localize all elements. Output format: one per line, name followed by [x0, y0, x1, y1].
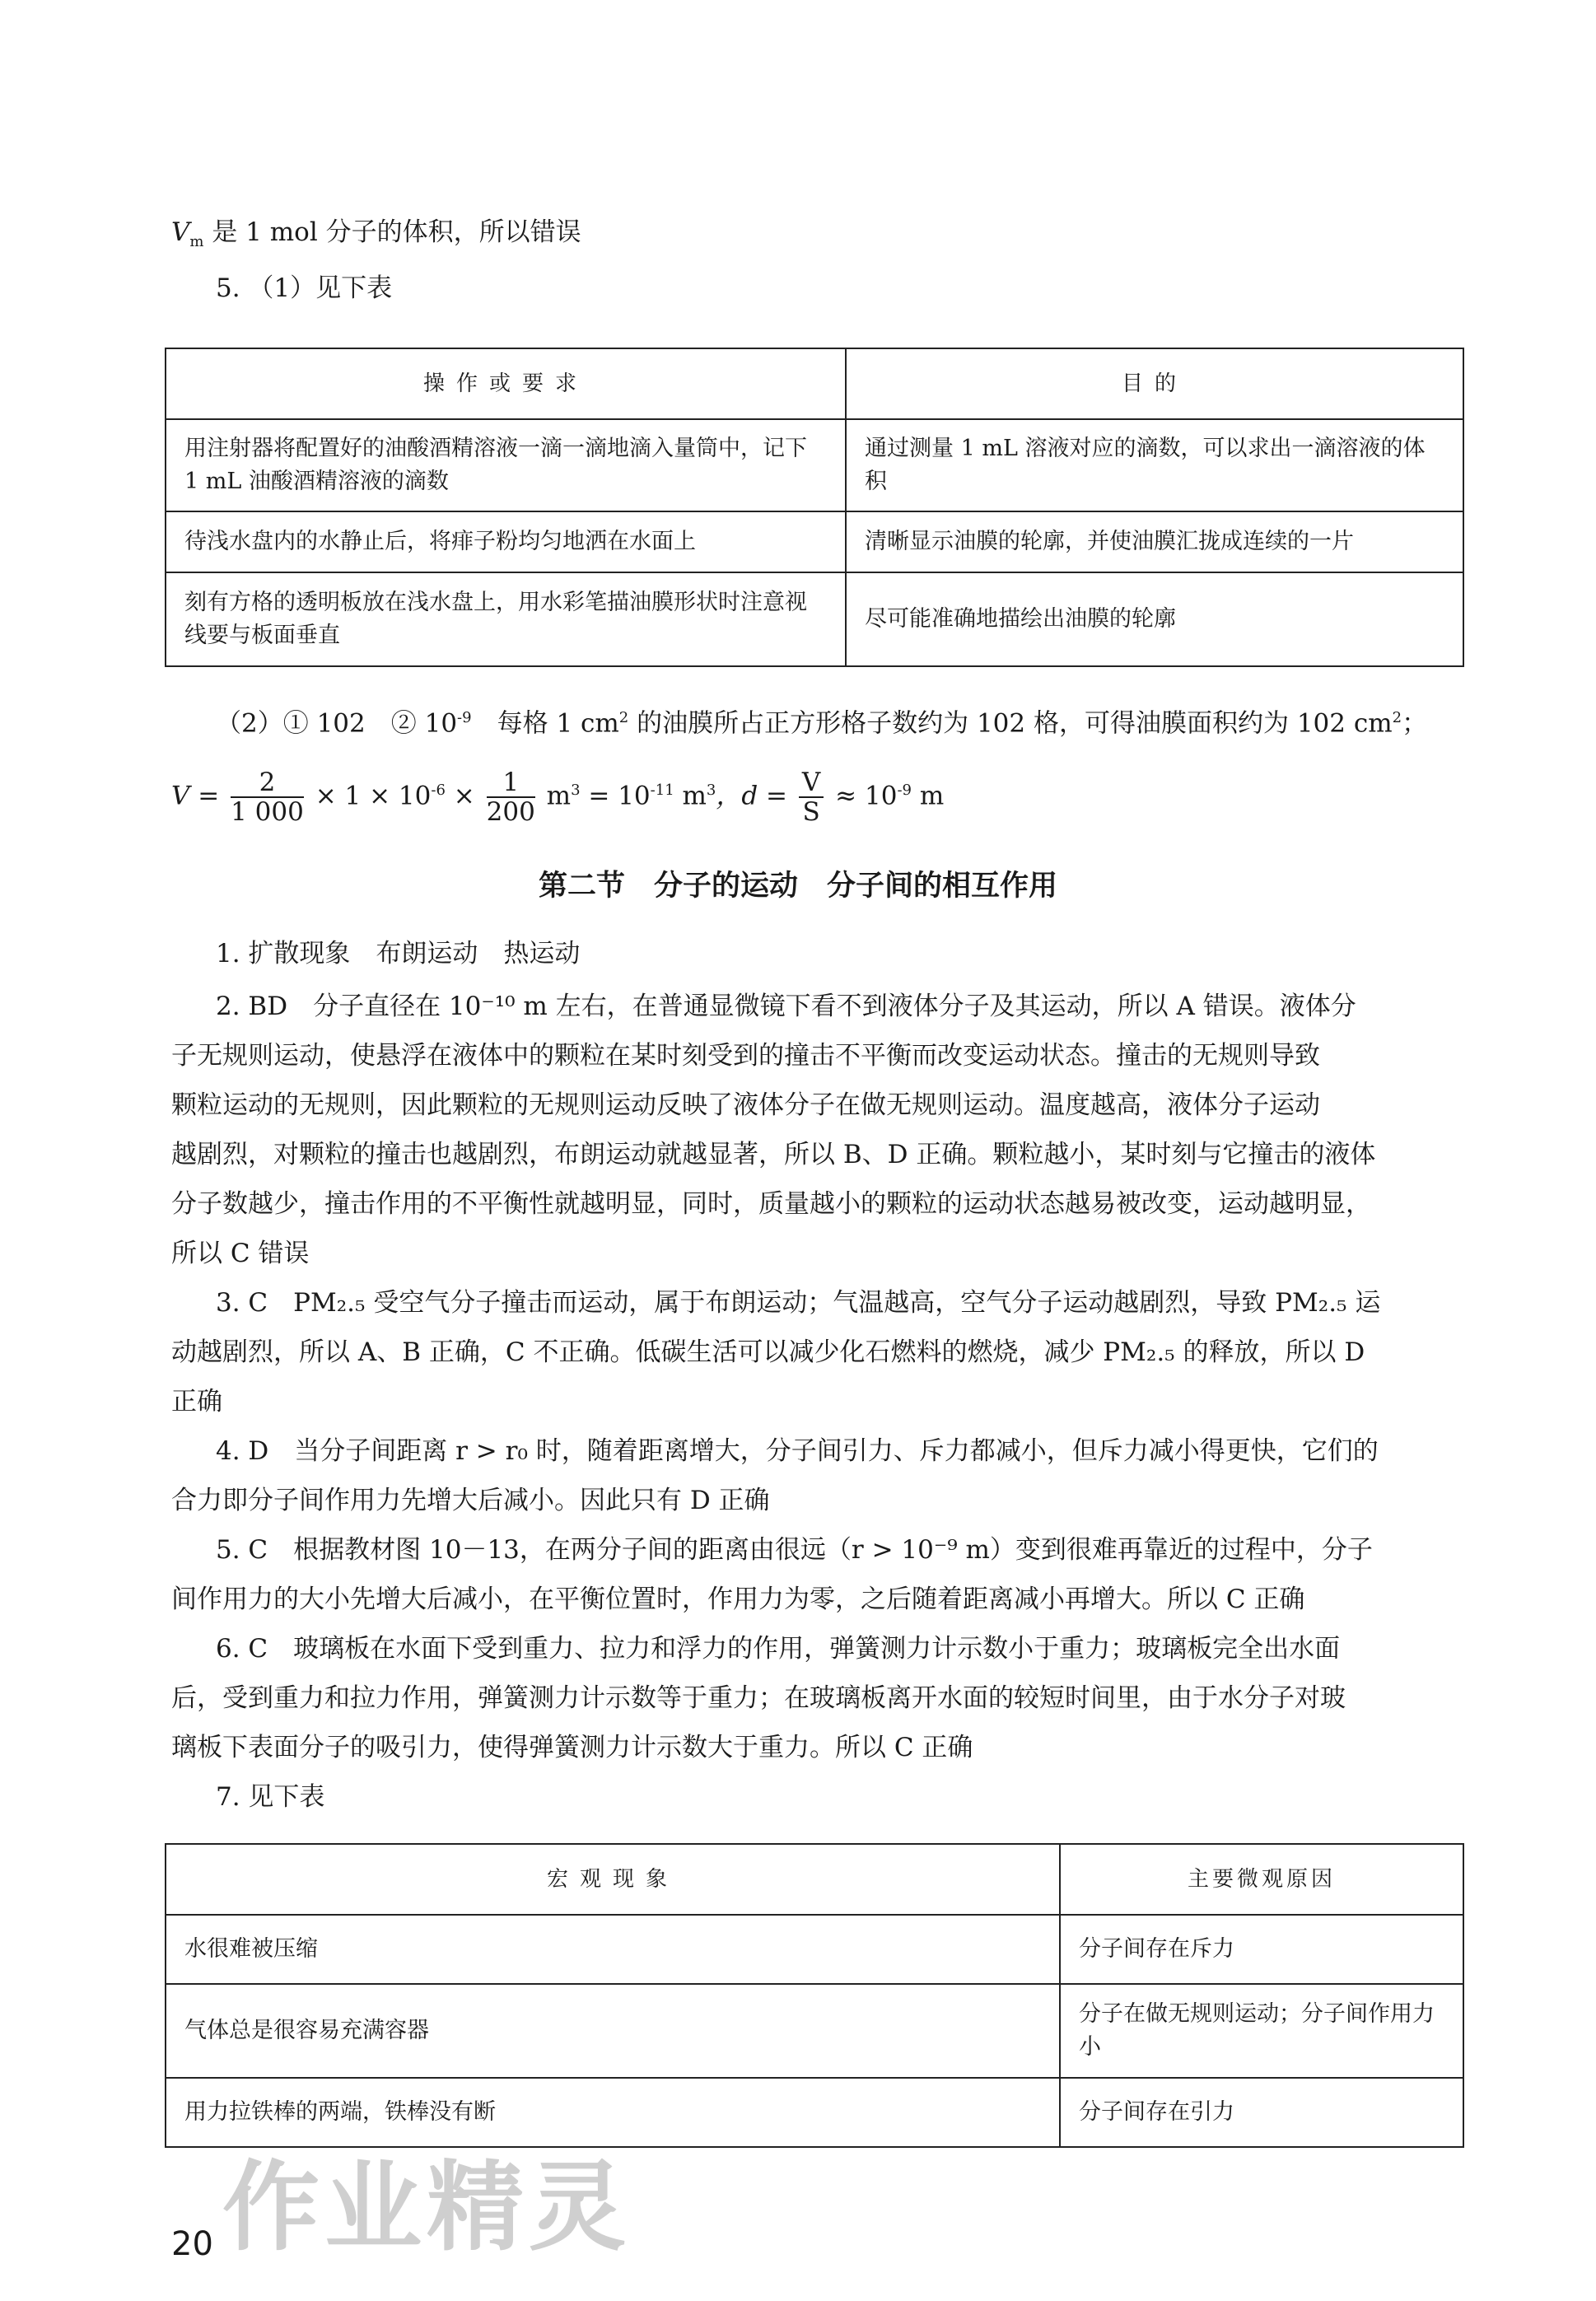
table2-cell: 用力拉铁棒的两端，铁棒没有断	[166, 2078, 1060, 2147]
fraction: $\frac{1}{200}$	[486, 767, 535, 827]
fraction: $\frac{V}{S}$	[799, 768, 824, 826]
answer-line: 合力即分子间作用力先增大后减小。因此只有 D 正确	[171, 1486, 770, 1515]
answer-line: 分子数越少，撞击作用的不平衡性就越明显，同时，质量越小的颗粒的运动状态越易被改变，运动越明显，	[171, 1189, 1371, 1219]
answer-line: 颗粒运动的无规则，因此颗粒的无规则运动反映了液体分子在做无规则运动。温度越高，液体分子运动	[171, 1090, 1320, 1120]
watermark: 作业精灵	[222, 2150, 632, 2264]
answer-line: 3. C PM₂.₅ 受空气分子撞击而运动，属于布朗运动；气温越高，空气分子运动越剧烈，导致 PM₂.₅ 运	[216, 1288, 1381, 1318]
table-row	[166, 419, 1463, 511]
table1-cell: 清晰显示油膜的轮廓，并使油膜汇拢成连续的一片	[846, 511, 1463, 572]
answer-line: 5. C 根据教材图 10－13，在两分子间的距离由很远（r > 10⁻⁹ m）变到很难再靠近的过程中，分子	[216, 1535, 1373, 1565]
answer-line: 璃板下表面分子的吸引力，使得弹簧测力计示数大于重力。所以 C 正确	[171, 1733, 973, 1762]
table-operations-purpose	[165, 348, 1464, 667]
answer-line: 越剧烈，对颗粒的撞击也越剧烈，布朗运动就越显著，所以 B、D 正确。颗粒越小，某时刻与它撞击的液体	[171, 1140, 1376, 1169]
table-row	[166, 1915, 1463, 1984]
table1-cell: 尽可能准确地描绘出油膜的轮廓	[846, 572, 1463, 666]
table2-cell: 分子在做无规则运动；分子间作用力小	[1060, 1984, 1463, 2078]
table1-header-purpose: 目的	[846, 348, 1463, 419]
answer-line: 动越剧烈，所以 A、B 正确，C 不正确。低碳生活可以减少化石燃料的燃烧，减少 PM₂.₅ 的释放，所以 D	[171, 1337, 1365, 1367]
answer-line: 子无规则运动，使悬浮在液体中的颗粒在某时刻受到的撞击不平衡而改变运动状态。撞击的无规则导致	[171, 1041, 1320, 1071]
table2-cell: 水很难被压缩	[166, 1915, 1060, 1984]
answer-line: 所以 C 错误	[171, 1239, 310, 1268]
answer-line: 7. 见下表	[216, 1782, 325, 1812]
table2-header-macro: 宏观现象	[166, 1844, 1060, 1915]
table-row	[166, 572, 1463, 666]
volume-formula: V = $\frac{2}{1 000}$ × $1 \times 10^{-6}$ × $\frac{1}{200}$ $m^3 = 10^{-11}$ $m^3$，d = $\frac{V}{S}$ ≈ $10^{-9}$ m	[171, 767, 945, 827]
answer-line: 6. C 玻璃板在水面下受到重力、拉力和浮力的作用，弹簧测力计示数小于重力；玻璃板完全出水面	[216, 1634, 1341, 1664]
table1-cell: 通过测量 1 mL 溶液对应的滴数，可以求出一滴溶液的体积	[846, 419, 1463, 511]
answer-line: 正确	[171, 1387, 222, 1417]
question-5-part-2: （2）① 102 ② $10^{-9}$ 每格 1 $cm^2$ 的油膜所占正方形格子数约为 102 格，可得油膜面积约为 102 $cm^2$；	[216, 708, 1428, 739]
answer-line: 2. BD 分子直径在 10⁻¹⁰ m 左右，在普通显微镜下看不到液体分子及其运动，所以 A 错误。液体分	[216, 992, 1356, 1021]
answer-line: 间作用力的大小先增大后减小，在平衡位置时，作用力为零，之后随着距离减小再增大。所以 C 正确	[171, 1585, 1305, 1614]
answer-line: 4. D 当分子间距离 r > r₀ 时，随着距离增大，分子间引力、斥力都减小，但斥力减小得更快，它们的	[216, 1436, 1379, 1466]
table2-cell: 气体总是很容易充满容器	[166, 1984, 1060, 2078]
section-title: 第二节 分子的运动 分子间的相互作用	[538, 870, 1057, 903]
table2-header-micro: 主要微观原因	[1060, 1844, 1463, 1915]
table1-header-operation: 操作或要求	[166, 348, 846, 419]
table-row	[166, 1984, 1463, 2078]
table-row	[166, 511, 1463, 572]
table2-cell: 分子间存在斥力	[1060, 1915, 1463, 1984]
table2-cell: 分子间存在引力	[1060, 2078, 1463, 2147]
table1-cell: 用注射器将配置好的油酸酒精溶液一滴一滴地滴入量筒中，记下 1 mL 油酸酒精溶液的滴数	[166, 419, 846, 511]
answer-line: 后，受到重力和拉力作用，弹簧测力计示数等于重力；在玻璃板离开水面的较短时间里，由于水分子对玻	[171, 1683, 1346, 1713]
table1-cell: 刻有方格的透明板放在浅水盘上，用水彩笔描油膜形状时注意视线要与板面垂直	[166, 572, 846, 666]
table1-cell: 待浅水盘内的水静止后，将痱子粉均匀地洒在水面上	[166, 511, 846, 572]
table-macro-micro	[165, 1843, 1464, 2148]
question-5-part-1: 5. （1）见下表	[216, 273, 393, 303]
continuation-line: $V_m$ 是 1 mol 分子的体积，所以错误	[171, 217, 581, 251]
answer-line: 1. 扩散现象 布朗运动 热运动	[216, 939, 581, 968]
fraction: $\frac{2}{1 000}$	[231, 767, 304, 827]
page-number: 20	[171, 2225, 213, 2263]
